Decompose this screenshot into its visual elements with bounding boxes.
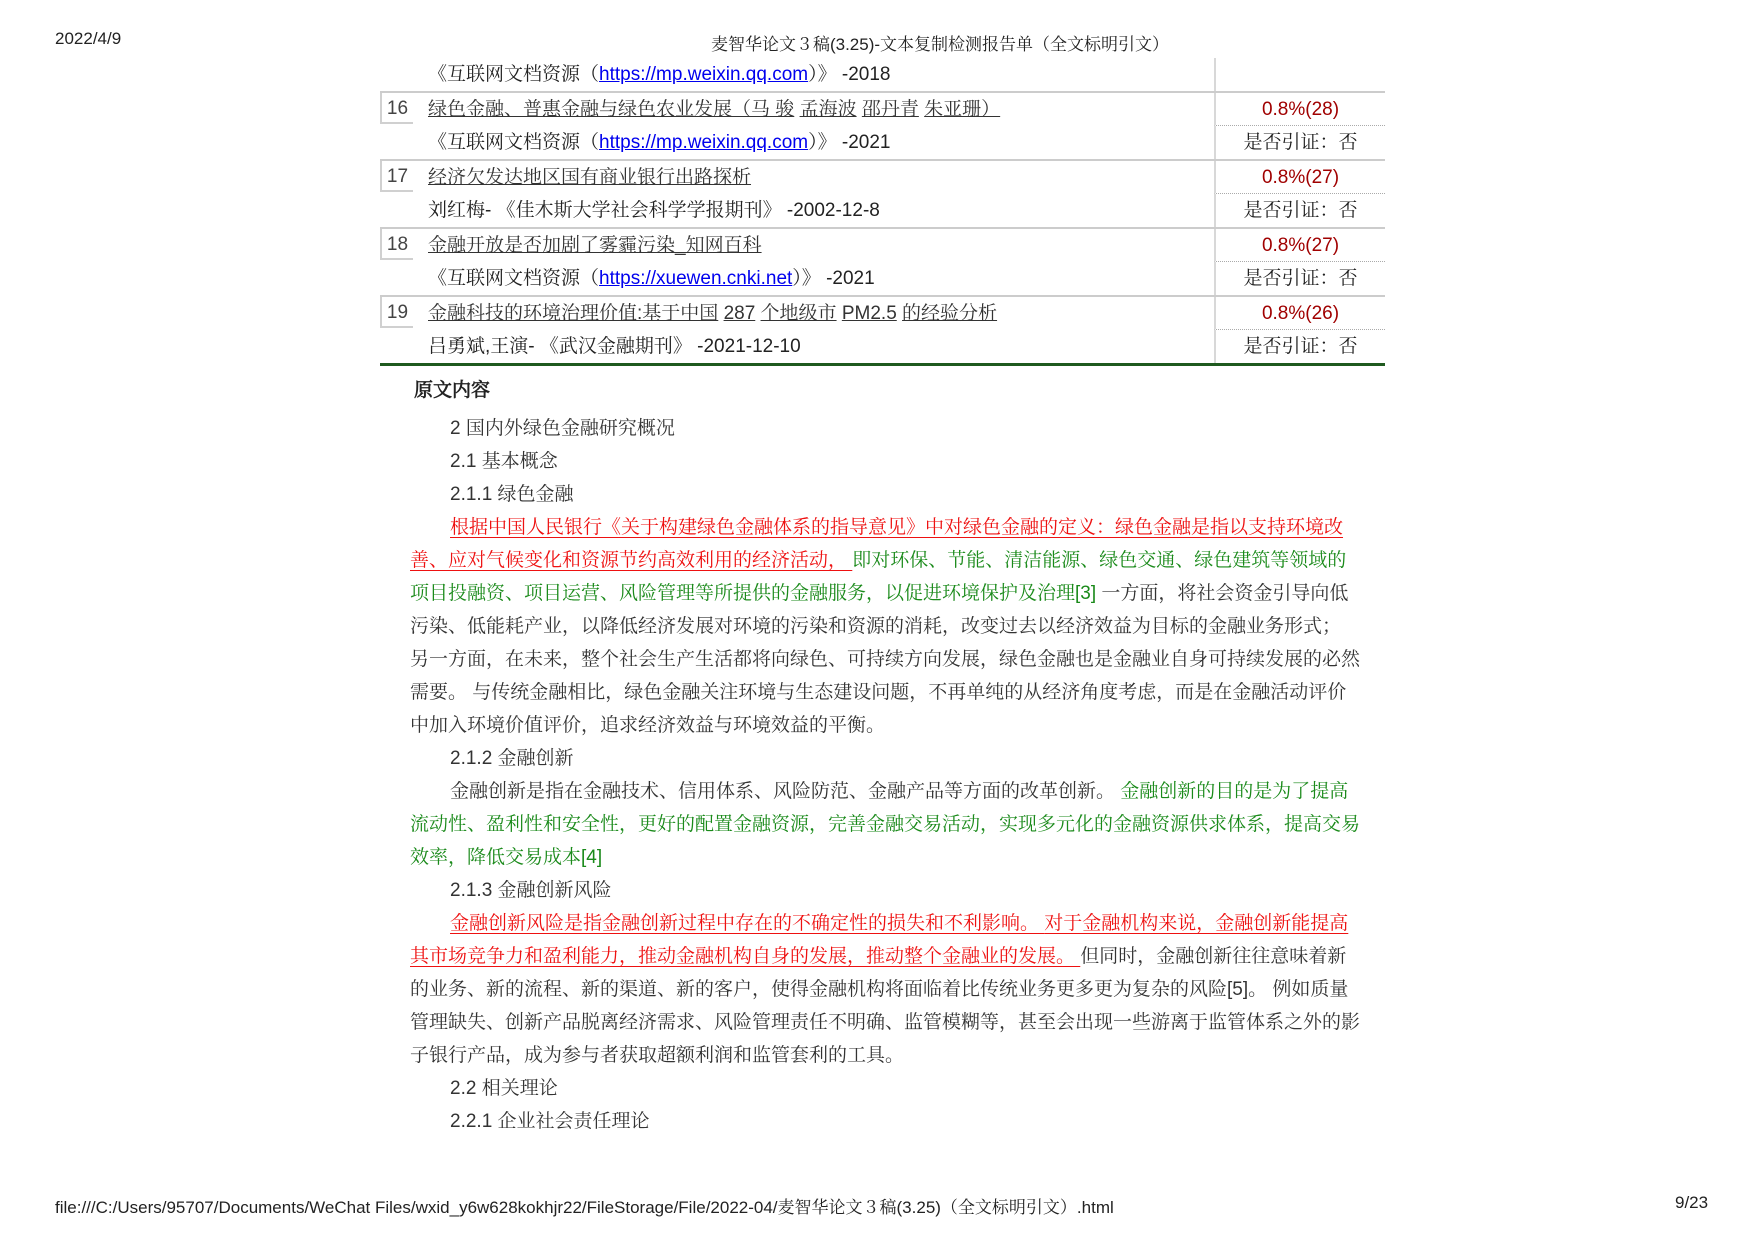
citation-status: 是否引证：否 xyxy=(1214,330,1385,363)
source-text: 《互联网文档资源（ xyxy=(428,64,600,85)
text-line xyxy=(410,945,1346,969)
text-line xyxy=(450,417,675,441)
plain-text: 但同时，金融创新往往意味着新 xyxy=(1080,946,1347,967)
similarity-percent: 0.8%(27) xyxy=(1261,235,1340,256)
source-suffix: ）》 -2021 xyxy=(808,132,891,153)
text-line xyxy=(450,879,612,903)
file-path: file:///C:/Users/95707/Documents/WeChat Files/wxid_y6w628kokhjr22/FileStorage/File/2022-04/麦智华论文３稿(3.25)（全文标明引文）.html xyxy=(55,1198,1114,1217)
source-title-link[interactable]: 邵丹青 xyxy=(861,99,919,120)
text-line xyxy=(450,912,1348,936)
plain-text: 需要。 与传统金融相比，绿色金融关注环境与生态建设问题，不再单纯的从经济角度考虑，而是在金融活动评价 xyxy=(410,682,1347,703)
source-title-link[interactable]: 金融科技的环境治理价值:基于中国 xyxy=(428,303,719,324)
similarity-cell xyxy=(1214,93,1385,126)
plain-text: 中加入环境价值评价，追求经济效益与环境效益的平衡。 xyxy=(410,715,886,736)
row-number: 17 xyxy=(380,161,413,192)
source-info xyxy=(428,262,875,295)
similarity-cell xyxy=(1214,297,1385,330)
text-line xyxy=(410,978,1348,1002)
source-link[interactable]: https://xuewen.cnki.net xyxy=(599,268,793,289)
source-title-link[interactable]: 绿色金融、普惠金融与绿色农业发展（马 骏 xyxy=(428,99,795,120)
text-line xyxy=(450,1110,650,1134)
table-row-source xyxy=(380,58,1385,93)
source-title-link[interactable]: 个地级市 xyxy=(760,303,837,324)
table-row-title xyxy=(380,229,1385,262)
cited-text: 金融创新的目的是为了提高 xyxy=(1120,781,1349,802)
source-suffix: ）》 -2018 xyxy=(808,64,891,85)
cited-text: 即对环保、节能、清洁能源、绿色交通、绿色建筑等领域的 xyxy=(852,550,1347,571)
plain-text: 2 国内外绿色金融研究概况 xyxy=(450,418,675,439)
text-line xyxy=(450,780,1348,804)
row-number: 19 xyxy=(380,297,413,328)
source-title xyxy=(428,161,751,194)
source-text: 吕勇斌,王演- 《武汉金融期刊》 -2021-12-10 xyxy=(428,336,801,357)
cited-text: 效率，降低交易成本[4] xyxy=(410,847,603,868)
row-number: 18 xyxy=(380,229,413,260)
source-title-link[interactable]: 经济欠发达地区国有商业银行出路探析 xyxy=(428,167,752,188)
row-number: 16 xyxy=(380,93,413,124)
table-row-title xyxy=(380,161,1385,194)
similar-sources-table xyxy=(380,58,1385,365)
source-suffix: ）》 -2021 xyxy=(792,268,875,289)
source-link[interactable]: https://mp.weixin.qq.com xyxy=(599,132,809,153)
table-row-source xyxy=(380,194,1385,229)
table-row-source xyxy=(380,126,1385,161)
source-text: 《互联网文档资源（ xyxy=(428,268,600,289)
source-title xyxy=(428,297,997,330)
source-title-link[interactable]: 金融开放是否加剧了雾霾污染_知网百科 xyxy=(428,235,762,256)
text-line xyxy=(410,549,1346,573)
source-title-link[interactable]: 朱亚珊） xyxy=(924,99,1001,120)
source-title-link[interactable]: 孟海波 xyxy=(799,99,857,120)
source-title-link[interactable]: 287 xyxy=(723,303,756,324)
source-title-link[interactable]: PM2.5 xyxy=(841,303,897,324)
plain-text: 金融创新是指在金融技术、信用体系、风险防范、金融产品等方面的改革创新。 xyxy=(450,781,1121,802)
text-line xyxy=(410,681,1346,705)
text-line xyxy=(410,615,1341,639)
text-line xyxy=(410,714,885,738)
source-info xyxy=(428,126,890,159)
text-line xyxy=(450,1077,558,1101)
citation-status: 是否引证：否 xyxy=(1214,126,1385,159)
source-info xyxy=(428,58,890,91)
table-row-title xyxy=(380,297,1385,330)
plain-text: 管理缺失、创新产品脱离经济需求、风险管理责任不明确、监管模糊等，甚至会出现一些游离于监管体系之外的影 xyxy=(410,1012,1361,1033)
text-line xyxy=(410,1011,1360,1035)
source-title xyxy=(428,229,762,262)
print-date: 2022/4/9 xyxy=(55,29,122,48)
text-line xyxy=(410,582,1348,606)
citation-status: 是否引证：否 xyxy=(1214,194,1385,227)
similarity-cell xyxy=(1214,161,1385,194)
matched-text: 金融创新风险是指金融创新过程中存在的不确定性的损失和不利影响。 xyxy=(450,913,1045,934)
text-line xyxy=(450,747,574,771)
cited-text: 项目投融资、项目运营、风险管理等所提供的金融服务，以促进环境保护及治理[3] xyxy=(410,583,1097,604)
section-divider xyxy=(380,363,1385,366)
source-info xyxy=(428,330,801,363)
plain-text: 一方面，将社会资金引导向低 xyxy=(1096,583,1349,604)
source-link[interactable]: https://mp.weixin.qq.com xyxy=(599,64,809,85)
citation-status xyxy=(1214,58,1385,91)
similarity-percent: 0.8%(26) xyxy=(1261,303,1340,324)
source-info xyxy=(428,194,880,227)
matched-text: 其市场竞争力和盈利能力，推动金融机构自身的发展，推动整个金融业的发展。 xyxy=(410,946,1081,967)
similarity-percent: 0.8%(27) xyxy=(1261,167,1340,188)
cited-text: 流动性、盈利性和安全性，更好的配置金融资源，完善金融交易活动，实现多元化的金融资源供求体系，提高交易 xyxy=(410,814,1361,835)
source-text: 《互联网文档资源（ xyxy=(428,132,600,153)
matched-text: 对于金融机构来说，金融创新能提高 xyxy=(1044,913,1349,934)
plain-text: 2.1.3 金融创新风险 xyxy=(450,880,612,901)
plain-text: 2.1.2 金融创新 xyxy=(450,748,574,769)
table-row-source xyxy=(380,330,1385,365)
source-title xyxy=(428,93,1000,126)
similarity-cell xyxy=(1214,229,1385,262)
plain-text: 污染、低能耗产业，以降低经济发展对环境的污染和资源的消耗，改变过去以经济效益为目标的金融业务形式； xyxy=(410,616,1342,637)
text-line xyxy=(410,813,1360,837)
citation-status: 是否引证：否 xyxy=(1214,262,1385,295)
original-content-heading: 原文内容 xyxy=(414,380,491,401)
plain-text: 子银行产品，成为参与者获取超额利润和监管套利的工具。 xyxy=(410,1045,905,1066)
page-title: 麦智华论文３稿(3.25)-文本复制检测报告单（全文标明引文） xyxy=(710,35,1170,54)
text-line xyxy=(450,450,558,474)
plain-text: 2.1.1 绿色金融 xyxy=(450,484,574,505)
matched-text: 善、应对气候变化和资源节约高效利用的经济活动， xyxy=(410,550,853,571)
plain-text: 2.1 基本概念 xyxy=(450,451,558,472)
text-line xyxy=(450,516,1343,540)
text-line xyxy=(410,846,602,870)
page-number: 9/23 xyxy=(1675,1193,1709,1212)
source-title-link[interactable]: 的经验分析 xyxy=(902,303,998,324)
plain-text: 2.2 相关理论 xyxy=(450,1078,558,1099)
table-row-title xyxy=(380,93,1385,126)
source-text: 刘红梅- 《佳木斯大学社会科学学报期刊》 -2002-12-8 xyxy=(428,200,880,221)
text-line xyxy=(450,483,574,507)
table-row-source xyxy=(380,262,1385,297)
text-line xyxy=(410,1044,904,1068)
plain-text: 另一方面，在未来，整个社会生产生活都将向绿色、可持续方向发展，绿色金融也是金融业自身可持续发展的必然 xyxy=(410,649,1361,670)
plain-text: 2.2.1 企业社会责任理论 xyxy=(450,1111,650,1132)
matched-text: 根据中国人民银行《关于构建绿色金融体系的指导意见》中对绿色金融的定义：绿色金融是指以支持环境改 xyxy=(450,517,1344,538)
similarity-percent: 0.8%(28) xyxy=(1261,99,1340,120)
text-line xyxy=(410,648,1360,672)
plain-text: 的业务、新的流程、新的渠道、新的客户，使得金融机构将面临着比传统业务更多更为复杂的风险[5]。 例如质量 xyxy=(410,979,1349,1000)
